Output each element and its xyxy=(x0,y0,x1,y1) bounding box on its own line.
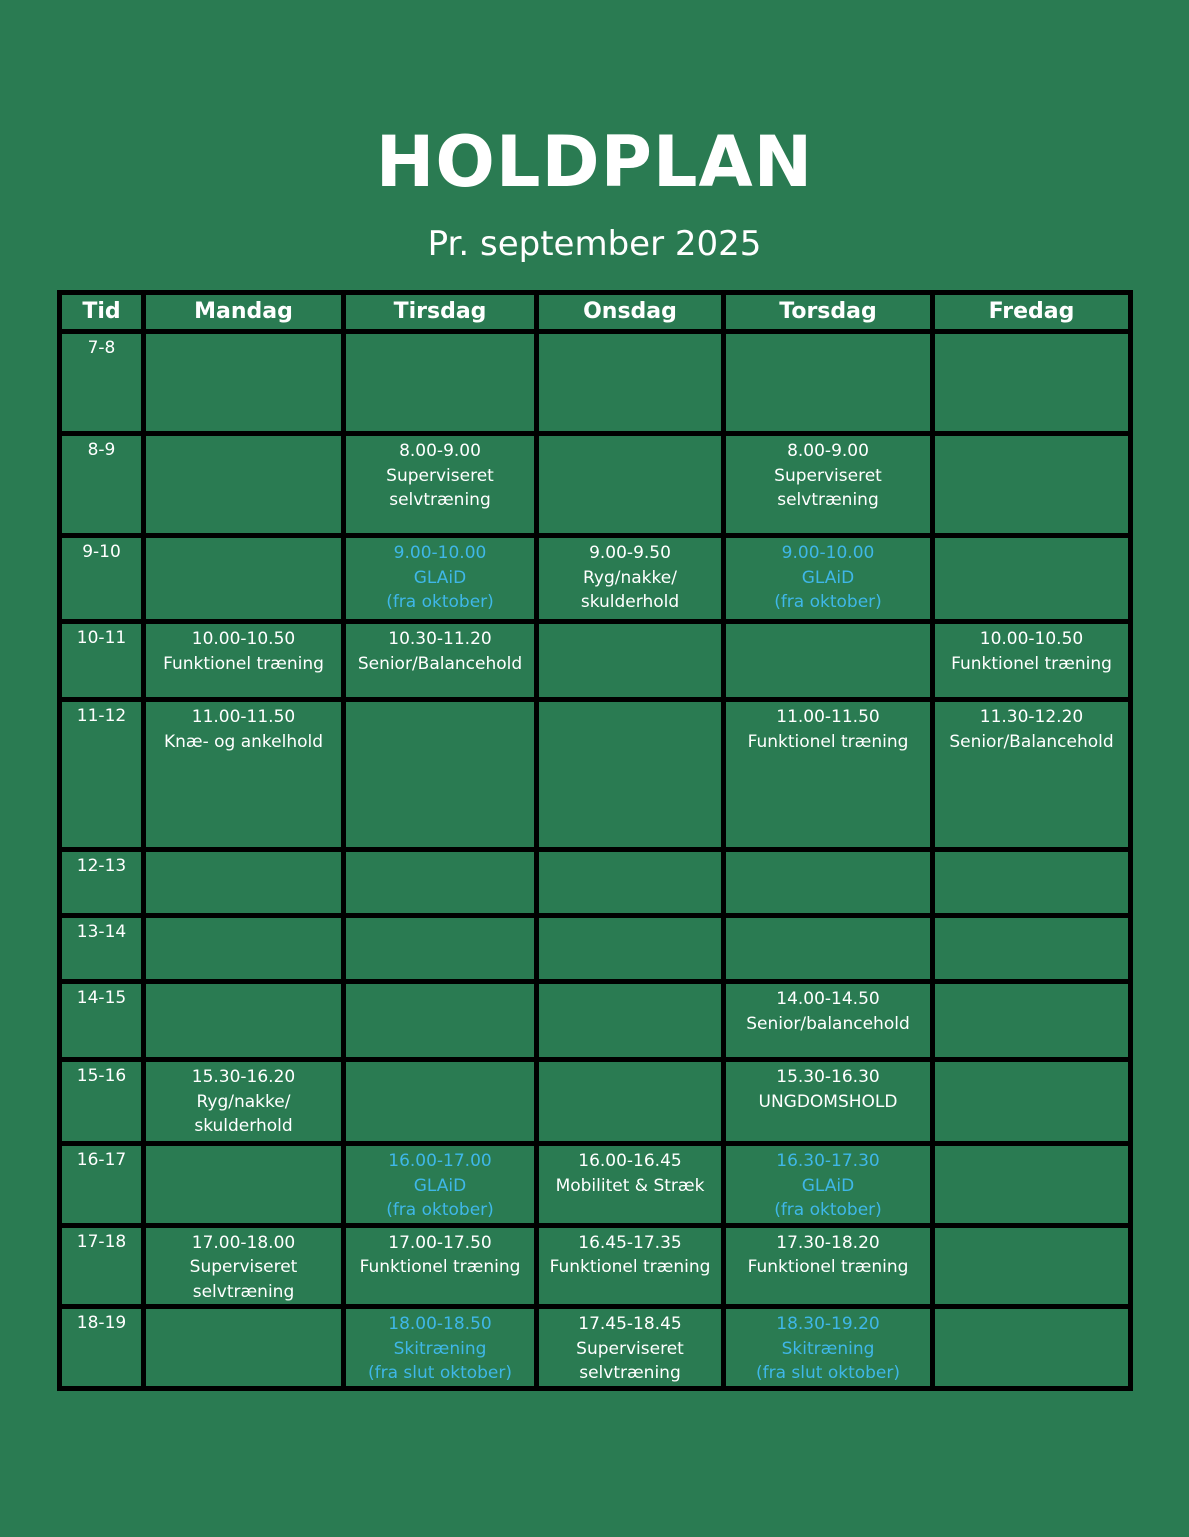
slot-monday xyxy=(144,434,344,536)
class-label: GLAiD xyxy=(413,567,467,588)
slot-friday xyxy=(933,916,1131,982)
table-row xyxy=(60,434,1131,536)
time-cell: 12-13 xyxy=(60,850,144,916)
slot-friday xyxy=(933,850,1131,916)
time-cell: 9-10 xyxy=(60,536,144,622)
slot-tuesday xyxy=(344,850,537,916)
class-time: 9.00-9.50 xyxy=(589,543,671,563)
slot-wednesday xyxy=(537,850,724,916)
class-label: selvtræning xyxy=(389,490,491,510)
header-friday: Fredag xyxy=(933,293,1131,332)
class-label: Superviseret xyxy=(386,465,494,486)
slot-monday xyxy=(144,622,344,700)
slot-thursday xyxy=(724,434,933,536)
time-cell: 16-17 xyxy=(60,1144,144,1226)
slot-wednesday xyxy=(537,434,724,536)
slot-friday xyxy=(933,1225,1131,1307)
slot-monday xyxy=(144,332,344,434)
class-label: GLAiD xyxy=(801,1175,855,1196)
slot-wednesday xyxy=(537,1307,724,1389)
slot-monday xyxy=(144,982,344,1060)
page-subtitle: Pr. september 2025 xyxy=(427,224,762,264)
class-label: skulderhold xyxy=(580,592,680,612)
class-time: 9.00-10.00 xyxy=(393,543,487,563)
header-time: Tid xyxy=(60,293,144,332)
slot-thursday xyxy=(724,1307,933,1389)
slot-thursday xyxy=(724,1225,933,1307)
class-time: 15.30-16.30 xyxy=(776,1067,880,1087)
slot-wednesday xyxy=(537,916,724,982)
class-label: Senior/balancehold xyxy=(746,1013,910,1034)
slot-wednesday xyxy=(537,1225,724,1307)
class-label: Superviseret xyxy=(189,1257,298,1277)
class-label: UNGDOMSHOLD xyxy=(758,1091,898,1112)
class-label: Funktionel træning xyxy=(951,653,1112,674)
class-time: 14.00-14.50 xyxy=(776,989,880,1009)
slot-monday xyxy=(144,850,344,916)
slot-monday xyxy=(144,1144,344,1226)
slot-thursday xyxy=(724,622,933,700)
class-label: selvtræning xyxy=(192,1281,295,1302)
slot-wednesday xyxy=(537,536,724,622)
slot-monday xyxy=(144,916,344,982)
table-row xyxy=(60,850,1131,916)
slot-tuesday xyxy=(344,700,537,850)
slot-wednesday xyxy=(537,982,724,1060)
slot-monday xyxy=(144,1307,344,1389)
slot-thursday xyxy=(724,332,933,434)
slot-wednesday xyxy=(537,700,724,850)
table-row xyxy=(60,332,1131,434)
class-label: Funktionel træning xyxy=(359,1257,521,1277)
class-time: 17.30-18.20 xyxy=(776,1232,880,1253)
class-time: 17.00-18.00 xyxy=(191,1232,296,1253)
slot-thursday xyxy=(724,700,933,850)
slot-friday xyxy=(933,1060,1131,1144)
slot-tuesday xyxy=(344,434,537,536)
table-row xyxy=(60,982,1131,1060)
slot-thursday xyxy=(724,982,933,1060)
class-label: Skitræning xyxy=(781,1338,875,1359)
schedule-header xyxy=(60,293,1131,332)
class-label: Ryg/nakke/ xyxy=(196,1091,291,1112)
slot-thursday xyxy=(724,1144,933,1226)
time-cell: 7-8 xyxy=(60,332,144,434)
class-label: (fra oktober) xyxy=(386,1200,494,1220)
class-time: 17.00-17.50 xyxy=(388,1232,492,1253)
class-label: (fra oktober) xyxy=(386,592,494,612)
class-label: GLAiD xyxy=(801,567,855,588)
slot-tuesday xyxy=(344,332,537,434)
class-label: (fra oktober) xyxy=(774,1200,882,1220)
class-label: Skitræning xyxy=(393,1338,487,1359)
slot-wednesday xyxy=(537,332,724,434)
table-row xyxy=(60,1060,1131,1144)
class-label: Ryg/nakke/ xyxy=(583,567,677,588)
table-row xyxy=(60,1144,1131,1226)
class-time: 16.00-17.00 xyxy=(388,1151,492,1171)
class-label: Superviseret xyxy=(576,1338,684,1359)
class-time: 9.00-10.00 xyxy=(781,543,875,563)
slot-tuesday xyxy=(344,1144,537,1226)
class-label: Knæ- og ankelhold xyxy=(163,731,324,752)
class-label: (fra oktober) xyxy=(774,592,882,612)
class-time: 10.00-10.50 xyxy=(191,629,296,649)
slot-tuesday xyxy=(344,1307,537,1389)
slot-friday xyxy=(933,1144,1131,1226)
slot-tuesday xyxy=(344,982,537,1060)
page-title: HOLDPLAN xyxy=(375,121,814,203)
slot-thursday xyxy=(724,536,933,622)
table-row xyxy=(60,536,1131,622)
time-cell: 17-18 xyxy=(60,1225,144,1307)
slot-monday xyxy=(144,536,344,622)
slot-thursday xyxy=(724,1060,933,1144)
slot-tuesday xyxy=(344,536,537,622)
slot-monday xyxy=(144,700,344,850)
class-time: 10.30-11.20 xyxy=(388,629,492,649)
time-cell: 10-11 xyxy=(60,622,144,700)
class-label: selvtræning xyxy=(777,490,879,510)
class-label: Funktionel træning xyxy=(549,1257,711,1277)
class-time: 11.00-11.50 xyxy=(776,707,880,727)
header-tuesday: Tirsdag xyxy=(344,293,537,332)
slot-friday xyxy=(933,700,1131,850)
class-time: 11.30-12.20 xyxy=(979,707,1084,727)
class-time: 16.45-17.35 xyxy=(578,1232,682,1253)
class-label: (fra slut oktober) xyxy=(367,1363,513,1383)
time-cell: 18-19 xyxy=(60,1307,144,1389)
slot-tuesday xyxy=(344,1225,537,1307)
table-row xyxy=(60,700,1131,850)
slot-friday xyxy=(933,536,1131,622)
slot-friday xyxy=(933,434,1131,536)
class-label: Funktionel træning xyxy=(747,1257,909,1277)
class-time: 10.00-10.50 xyxy=(979,629,1084,649)
class-label: selvtræning xyxy=(579,1363,681,1383)
time-cell: 15-16 xyxy=(60,1060,144,1144)
class-time: 18.30-19.20 xyxy=(776,1314,880,1334)
class-time: 17.45-18.45 xyxy=(578,1314,682,1334)
slot-tuesday xyxy=(344,622,537,700)
header-wednesday: Onsdag xyxy=(537,293,724,332)
slot-friday xyxy=(933,1307,1131,1389)
slot-wednesday xyxy=(537,622,724,700)
slot-thursday xyxy=(724,850,933,916)
table-row xyxy=(60,1225,1131,1307)
slot-tuesday xyxy=(344,916,537,982)
time-cell: 11-12 xyxy=(60,700,144,850)
header-monday: Mandag xyxy=(144,293,344,332)
class-label: Senior/Balancehold xyxy=(357,653,523,674)
time-cell: 8-9 xyxy=(60,434,144,536)
class-time: 8.00-9.00 xyxy=(787,441,869,461)
schedule-body xyxy=(60,332,1131,1389)
class-label: GLAiD xyxy=(413,1175,467,1196)
class-time: 18.00-18.50 xyxy=(388,1314,492,1334)
slot-friday xyxy=(933,622,1131,700)
class-time: 8.00-9.00 xyxy=(399,441,481,461)
table-row xyxy=(60,1307,1131,1389)
class-label: Senior/Balancehold xyxy=(949,731,1114,752)
slot-monday xyxy=(144,1060,344,1144)
class-label: skulderhold xyxy=(194,1116,293,1136)
slot-monday xyxy=(144,1225,344,1307)
class-time: 16.30-17.30 xyxy=(776,1151,880,1171)
table-row xyxy=(60,916,1131,982)
slot-wednesday xyxy=(537,1144,724,1226)
slot-thursday xyxy=(724,916,933,982)
schedule-table xyxy=(57,290,1133,1391)
class-time: 16.00-16.45 xyxy=(578,1151,682,1171)
slot-friday xyxy=(933,982,1131,1060)
table-row xyxy=(60,622,1131,700)
slot-wednesday xyxy=(537,1060,724,1144)
class-label: Superviseret xyxy=(774,465,882,486)
class-label: Mobilitet & Stræk xyxy=(555,1175,705,1196)
slot-friday xyxy=(933,332,1131,434)
time-cell: 13-14 xyxy=(60,916,144,982)
class-time: 15.30-16.20 xyxy=(191,1067,296,1087)
class-label: (fra slut oktober) xyxy=(755,1363,901,1383)
header-thursday: Torsdag xyxy=(724,293,933,332)
class-time: 11.00-11.50 xyxy=(191,707,296,727)
slot-tuesday xyxy=(344,1060,537,1144)
class-label: Funktionel træning xyxy=(163,653,324,674)
class-label: Funktionel træning xyxy=(747,731,909,752)
time-cell: 14-15 xyxy=(60,982,144,1060)
